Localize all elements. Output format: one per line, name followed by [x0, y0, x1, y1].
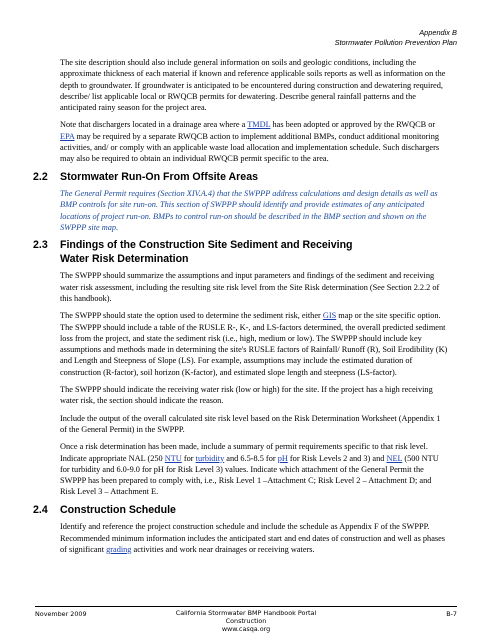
grading-link[interactable]: grading: [106, 544, 132, 554]
ntu-link[interactable]: NTU: [164, 453, 182, 463]
section-2-2-note: The General Permit requires (Section XIV.A.4) that the SWPPP address calculations and design details as well as BMP controls for site run-on. This section of SWPPP should identify and provide estimates of any anticipated locations of project run-on. BMPs to control run-on should be described in the BMP section and shown on the SWPPP site map.: [60, 189, 438, 233]
intro-paragraph-1: The site description should also include general information on soils and geologic conditions, including the approximate thickness of each material if known and reference applicable soils reports as well as information on the depth to groundwater. If groundwater is anticipated to be encountered during construction and dewatering required, describe/ list applicable local or RWQCB permits for dewatering. Describe general rainfall patterns and the anticipated rainy season for the project area.: [60, 58, 446, 113]
section-number: 2.2: [33, 170, 48, 183]
ph-link[interactable]: pH: [277, 453, 288, 463]
section-2-3-paragraph-5: Once a risk determination has been made, include a summary of permit requirements specific to that risk level. Indicate appropriate NAL (250 NTU for turbidity and 6.5-8.5 for pH for Risk Levels 2 and 3) and NEL (500 NTU for turbidity and 6.0-9.0 for pH for Risk Level 3) values. Indicate which attachment of the General Permit the SWPPP has been prepared to comply with, i.e., Risk Level 1 –Attachment C; Risk Level 2 – Attachment D; and Risk Level 3 – Attachment E.: [60, 442, 439, 497]
section-number: 2.4: [33, 503, 48, 516]
section-2-4-paragraph-1: Identify and reference the project construction schedule and include the schedule as Appendix F of the SWPPP. Recommended minimum information includes the anticipated start and end dates of construction and well as phases of significant grading activities and work near drainages or receiving waters.: [60, 522, 446, 554]
header-title: Stormwater Pollution Prevention Plan: [334, 38, 457, 47]
footer-page-number: B-7: [446, 610, 457, 618]
footer-website: www.casqa.org: [221, 625, 271, 633]
section-title: Stormwater Run-On From Offsite Areas: [60, 170, 258, 183]
section-title: Construction Schedule: [60, 503, 176, 516]
section-number: 2.3: [33, 239, 48, 252]
gis-link[interactable]: GIS: [322, 311, 337, 321]
footer-section: Construction: [225, 617, 267, 625]
section-2-3-paragraph-4: Include the output of the overall calculated site risk level based on the Risk Determination Worksheet (Appendix 1 of the General Permit) in the SWPPP.: [60, 413, 441, 434]
running-header: [335, 28, 457, 48]
footer-date: November 2009: [35, 610, 87, 618]
footer-publication: California Stormwater BMP Handbook Portal: [175, 609, 317, 617]
section-2-2-heading: [33, 170, 448, 185]
section-2-3-heading: [33, 239, 448, 266]
intro-paragraph-2: Note that dischargers located in a drainage area where a TMDL has been adopted or approved by the RWQCB or EPA may be required by a separate RWQCB action to implement additional BMPs, conduct additional monitoring activities, and/ or comply with an applicable waste load allocation and implementation schedule. Such dischargers may also be required to obtain an individual RWQCB permit specific to the area.: [60, 120, 440, 164]
epa-link[interactable]: EPA: [60, 131, 75, 141]
section-2-3-paragraph-2: The SWPPP should state the option used to determine the sediment risk, either GIS map or the site specific option. The SWPPP should include a table of the RUSLE R-, K-, and LS-factors determined, the overall predicted sediment loss from the project, and state the sediment risk (i.e., high, medium or low). The SWPPP should include key assumptions and methods made in determining the site's RUSLE factors of Rainfall/ Runoff (R), Soil Erodibility (K) and Length and Steepness of Slope (LS). For example, assumptions may include the estimated duration of construction (R-factor), soil horizon (K-factor), and estimated slope length and steepness (LS-factor).: [60, 311, 448, 377]
section-2-4-heading: [33, 503, 448, 518]
header-appendix: Appendix B: [419, 28, 457, 37]
body-content: [33, 57, 448, 561]
tmdl-link[interactable]: TMDL: [247, 120, 271, 130]
section-2-3-paragraph-1: The SWPPP should summarize the assumptions and input parameters and findings of the sediment and receiving water risk assessment, including the resulting site risk level from the Site Risk determination (See Section 2.2.2 of this handbook).: [60, 271, 440, 303]
nel-link[interactable]: NEL: [386, 453, 403, 463]
page-footer: [35, 606, 457, 633]
section-2-3-paragraph-3: The SWPPP should indicate the receiving water risk (low or high) for the site. If the project has a high receiving water risk, the section should indicate the reason.: [60, 385, 433, 406]
footer-center: [35, 609, 457, 633]
section-title-line-1: Findings of the Construction Site Sediment and Receiving: [60, 239, 353, 252]
turbidity-link[interactable]: turbidity: [195, 453, 225, 463]
section-title-line-2: Water Risk Determination: [60, 252, 189, 265]
